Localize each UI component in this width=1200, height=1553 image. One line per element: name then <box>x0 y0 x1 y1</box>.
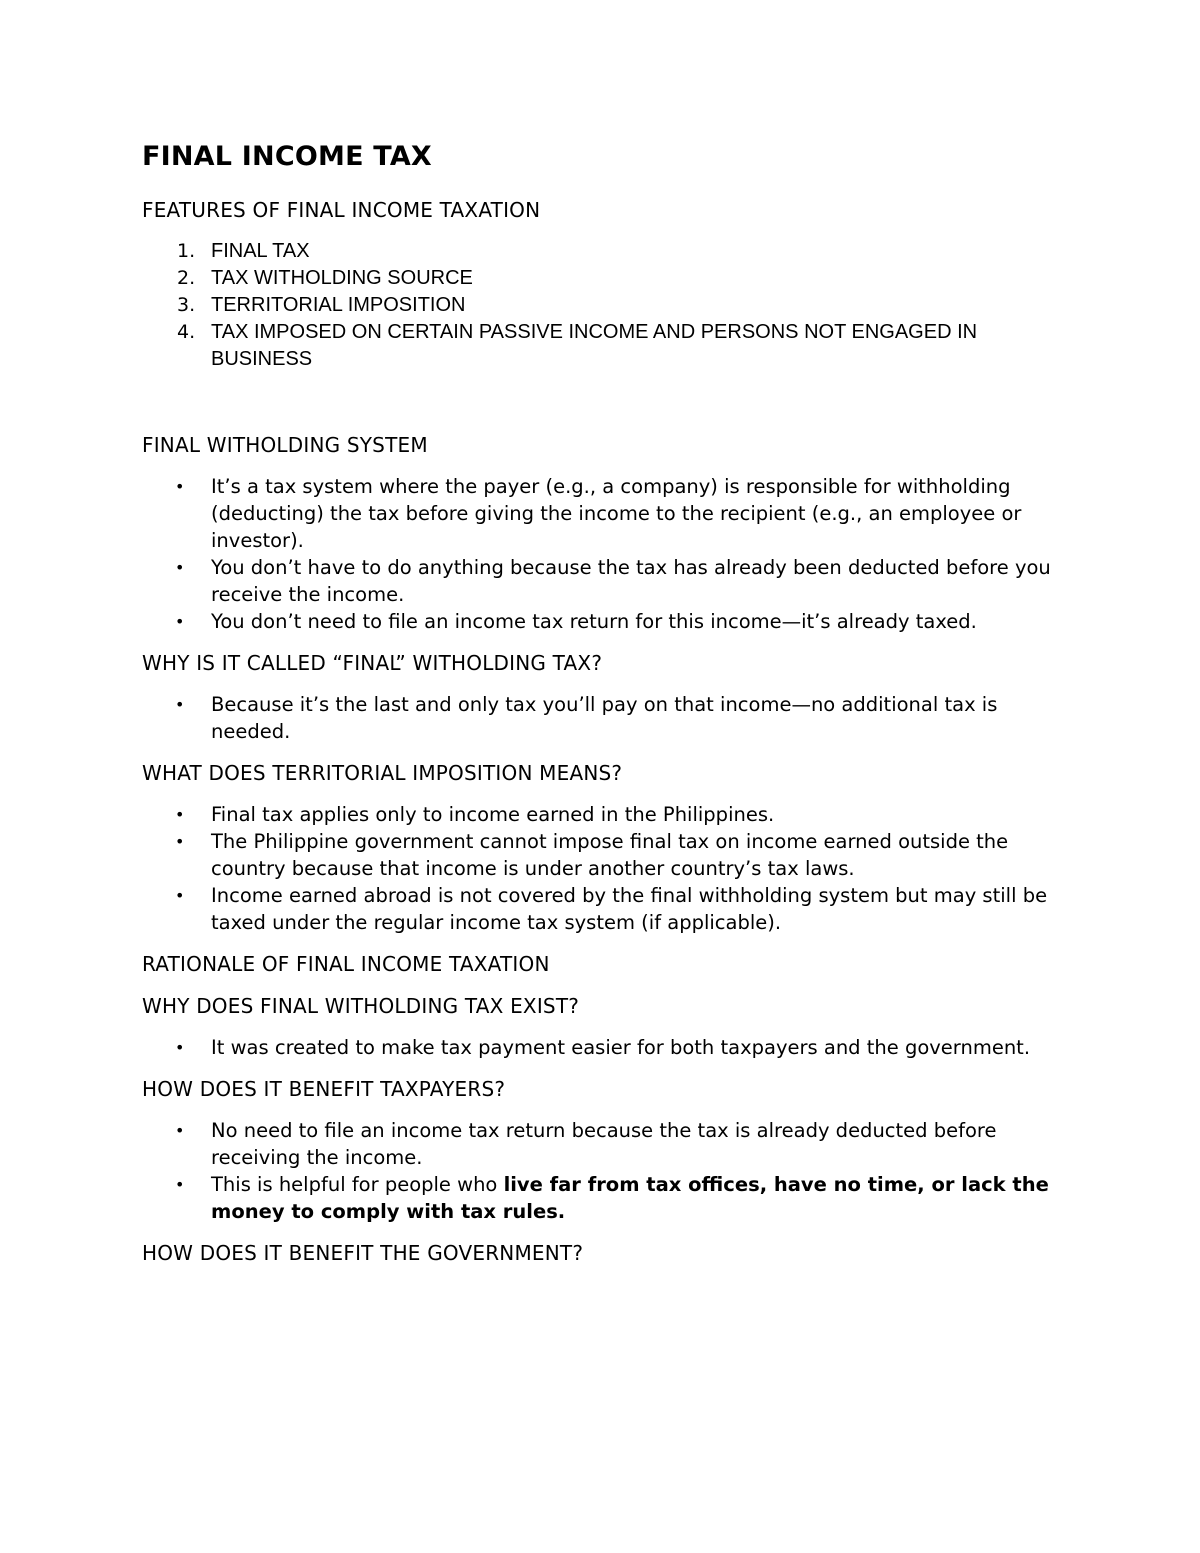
list-item-text: Final tax applies only to income earned in the Philippines. <box>211 803 775 826</box>
list-item-text: It’s a tax system where the payer (e.g., a company) is responsible for withholding (deducting) the tax before giving the income to the recipient (e.g., an employee or investor). <box>211 475 1022 552</box>
list-number: 1. <box>177 240 196 262</box>
benefit-government-heading: HOW DOES IT BENEFIT THE GOVERNMENT? <box>142 1241 584 1265</box>
list-number: 2. <box>177 267 196 289</box>
list-item <box>142 473 1072 554</box>
list-item <box>142 882 1072 936</box>
list-item-text: TERRITORIAL IMPOSITION <box>211 294 466 316</box>
list-item-text: Because it’s the last and only tax you’ll pay on that income—no additional tax is needed. <box>211 693 998 743</box>
list-item-text: No need to file an income tax return because the tax is already deducted before receiving the income. <box>211 1119 997 1169</box>
why-exist-heading: WHY DOES FINAL WITHOLDING TAX EXIST? <box>142 994 580 1018</box>
list-item <box>142 292 1072 319</box>
list-item <box>142 608 1072 635</box>
list-item <box>142 801 1072 828</box>
why-exist-list <box>142 1034 1072 1061</box>
list-item <box>142 319 1072 373</box>
benefit-taxpayers-list <box>142 1117 1072 1225</box>
territorial-list <box>142 801 1072 936</box>
list-item-text: The Philippine government cannot impose final tax on income earned outside the country because that income is under another country’s tax laws. <box>211 830 1009 880</box>
withholding-system-list <box>142 473 1072 635</box>
list-number: 4. <box>177 321 196 343</box>
bullet-icon: • <box>175 832 185 851</box>
features-list <box>142 238 1072 373</box>
territorial-heading: WHAT DOES TERRITORIAL IMPOSITION MEANS? <box>142 761 623 785</box>
document-page <box>142 138 1072 1281</box>
list-item-text: You don’t need to file an income tax return for this income—it’s already taxed. <box>211 610 977 633</box>
emphasized-text: live far from tax offices, have no time, or lack the money to comply with tax rules. <box>211 1173 1049 1223</box>
list-item <box>142 1034 1072 1061</box>
list-item-text: This is helpful for people who <box>211 1173 504 1196</box>
withholding-system-heading: FINAL WITHOLDING SYSTEM <box>142 433 428 457</box>
list-item <box>142 691 1072 745</box>
list-item <box>142 238 1072 265</box>
bullet-icon: • <box>175 1175 185 1194</box>
list-item <box>142 1117 1072 1171</box>
list-item <box>142 1171 1072 1225</box>
list-number: 3. <box>177 294 196 316</box>
list-item-text: You don’t have to do anything because the tax has already been deducted before you receive the income. <box>211 556 1051 606</box>
list-item <box>142 554 1072 608</box>
bullet-icon: • <box>175 477 185 496</box>
list-item-text: Income earned abroad is not covered by the final withholding system but may still be taxed under the regular income tax system (if applicable). <box>211 884 1048 934</box>
why-final-heading: WHY IS IT CALLED “FINAL” WITHOLDING TAX? <box>142 651 603 675</box>
why-final-list <box>142 691 1072 745</box>
benefit-taxpayers-heading: HOW DOES IT BENEFIT TAXPAYERS? <box>142 1077 506 1101</box>
list-item-text: It was created to make tax payment easier for both taxpayers and the government. <box>211 1036 1031 1059</box>
bullet-icon: • <box>175 1038 185 1057</box>
list-item-text: FINAL TAX <box>211 240 310 262</box>
rationale-heading: RATIONALE OF FINAL INCOME TAXATION <box>142 952 550 976</box>
bullet-icon: • <box>175 695 185 714</box>
bullet-icon: • <box>175 886 185 905</box>
list-item <box>142 828 1072 882</box>
document-title: FINAL INCOME TAX <box>142 141 432 172</box>
list-item <box>142 265 1072 292</box>
bullet-icon: • <box>175 612 185 631</box>
bullet-icon: • <box>175 558 185 577</box>
features-heading: FEATURES OF FINAL INCOME TAXATION <box>142 198 541 222</box>
bullet-icon: • <box>175 1121 185 1140</box>
bullet-icon: • <box>175 805 185 824</box>
list-item-text: TAX IMPOSED ON CERTAIN PASSIVE INCOME AND PERSONS NOT ENGAGED IN BUSINESS <box>211 321 978 370</box>
list-item-text: TAX WITHOLDING SOURCE <box>211 267 473 289</box>
